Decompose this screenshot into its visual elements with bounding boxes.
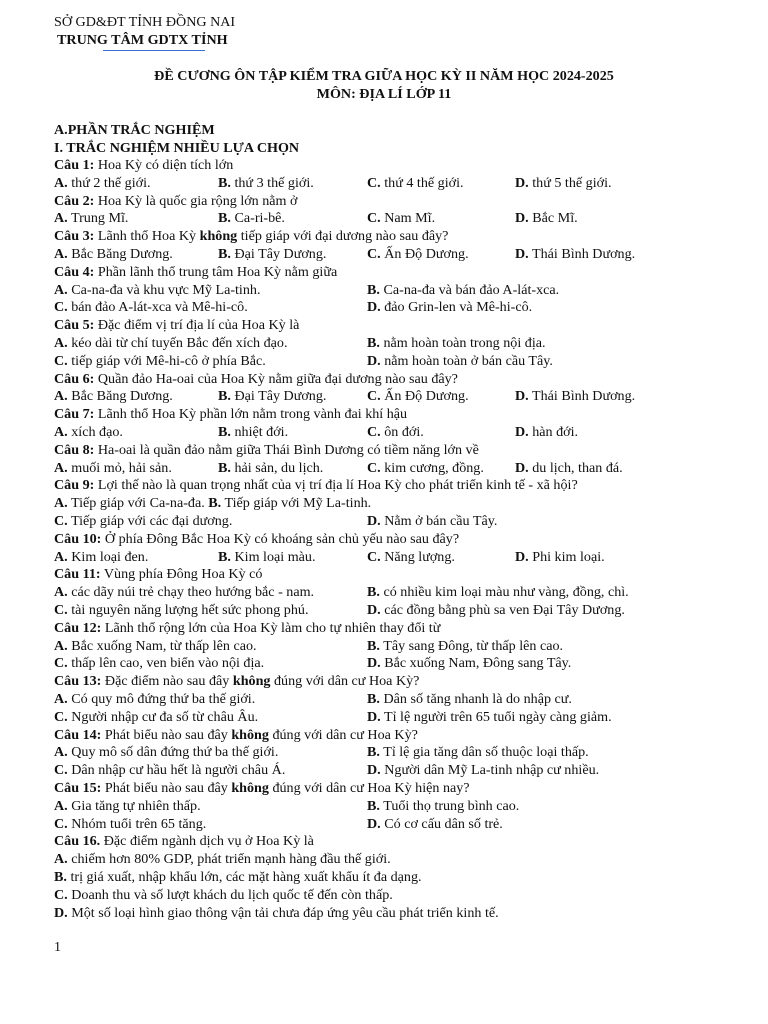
options-row <box>54 761 748 779</box>
question-text: Phát biểu nào sau đây <box>101 780 232 796</box>
answer-option-c <box>54 298 248 316</box>
option-text: nhiệt đới. <box>234 424 289 440</box>
options-row <box>54 245 748 263</box>
question-stem <box>54 530 748 548</box>
option-letter: D. <box>515 388 529 404</box>
option-text: các đồng bằng phù sa ven Đại Tây Dương. <box>384 602 625 618</box>
answer-option-a <box>54 851 391 867</box>
question-label: Câu 3: <box>54 228 95 244</box>
header-underline <box>103 50 205 51</box>
option-letter: B. <box>218 549 231 565</box>
option-text: Người nhập cư đa số từ châu Âu. <box>71 709 259 725</box>
option-letter: C. <box>367 246 381 262</box>
options-row <box>54 387 748 405</box>
part-1-heading: I. TRẮC NGHIỆM NHIỀU LỰA CHỌN <box>54 140 300 156</box>
question-stem <box>54 565 748 583</box>
answer-option-a <box>54 245 173 263</box>
option-letter: C. <box>54 299 68 315</box>
answer-option-d <box>367 654 571 672</box>
question-label: Câu 6: <box>54 371 95 387</box>
question-label: Câu 2: <box>54 193 95 209</box>
option-letter: B. <box>367 584 380 600</box>
option-letter: B. <box>218 460 231 476</box>
option-letter: A. <box>54 388 68 404</box>
option-text: Tiếp giáp với các đại dương. <box>70 513 233 529</box>
answer-option-a <box>54 174 151 192</box>
question-label: Câu 15: <box>54 780 102 796</box>
question-stem <box>54 779 748 797</box>
option-text: Dân số tăng nhanh là do nhập cư. <box>383 691 572 707</box>
answer-option-b <box>218 209 285 227</box>
answer-option-a <box>54 281 260 299</box>
question-text: Quần đảo Ha-oai của Hoa Kỳ nằm giữa đại dương nào sau đây? <box>94 371 458 387</box>
option-letter: D. <box>515 210 529 226</box>
question-text: Ha-oai là quần đảo nằm giữa Thái Bình Dương có tiềm năng lớn về <box>94 442 479 458</box>
option-text: Một số loại hình giao thông vận tải chưa đáp ứng yêu cầu phát triển kinh tế. <box>67 905 499 921</box>
question-label: Câu 8: <box>54 442 95 458</box>
part-a-heading: A.PHẦN TRẮC NGHIỆM <box>54 122 215 138</box>
answer-option-d <box>367 512 497 530</box>
answer-option-d <box>515 174 612 192</box>
option-text: Nhóm tuổi trên 65 tăng. <box>71 816 207 832</box>
question-label: Câu 1: <box>54 157 95 173</box>
answer-option-d <box>515 548 605 566</box>
option-letter: C. <box>54 655 68 671</box>
option-letter: A. <box>54 584 68 600</box>
question-emphasis: không <box>231 727 269 743</box>
option-letter: B. <box>367 282 380 298</box>
option-letter: A. <box>54 282 68 298</box>
options-row <box>54 459 748 477</box>
answer-option-c <box>54 512 232 530</box>
option-letter: D. <box>367 816 381 832</box>
answer-option-c <box>367 387 469 405</box>
question-label: Câu 12: <box>54 620 102 636</box>
option-text: ôn đới. <box>384 424 424 440</box>
answer-option-d <box>367 601 625 619</box>
option-text: Tỉ lệ người trên 65 tuổi ngày càng giảm. <box>383 709 612 725</box>
option-letter: D. <box>367 709 381 725</box>
options-row <box>54 512 748 530</box>
options-row <box>54 904 748 922</box>
option-letter: B. <box>208 495 222 511</box>
option-text: Dân nhập cư hầu hết là người châu Á. <box>71 762 286 778</box>
question-emphasis: không <box>232 673 271 689</box>
question-label: Câu 13: <box>54 673 102 689</box>
option-letter: B. <box>54 869 67 885</box>
question-stem <box>54 316 748 334</box>
answer-option-c <box>54 601 308 619</box>
option-letter: C. <box>367 175 381 191</box>
question-stem <box>54 263 748 281</box>
department-name: SỞ GD&ĐT TỈNH ĐỒNG NAI <box>54 14 236 30</box>
question-text: Lãnh thổ Hoa Kỳ <box>94 228 200 244</box>
question-text: Hoa Kỳ là quốc gia rộng lớn nằm ở <box>94 193 298 209</box>
answer-option-c <box>367 209 435 227</box>
question-stem <box>54 832 748 850</box>
option-text: thấp lên cao, ven biển vào nội địa. <box>71 655 265 671</box>
question-text: Ở phía Đông Bắc Hoa Kỳ có khoáng sản chủ yếu nào sau đây? <box>101 531 460 547</box>
answer-option-b <box>218 459 323 477</box>
option-text: đảo Grin-len và Mê-hi-cô. <box>384 299 533 315</box>
option-text: Bắc Băng Dương. <box>71 388 173 404</box>
option-text: Tỉ lệ gia tăng dân số thuộc loại thấp. <box>383 744 589 760</box>
option-text: hải sản, du lịch. <box>234 460 324 476</box>
options-row <box>54 815 748 833</box>
option-letter: C. <box>367 460 381 476</box>
option-text: chiếm hơn 80% GDP, phát triển mạnh hàng đầu thế giới. <box>67 851 391 867</box>
question-text: tiếp giáp với đại dương nào sau đây? <box>237 228 449 244</box>
question-stem <box>54 672 748 690</box>
option-text: Kim loại màu. <box>234 549 316 565</box>
option-letter: B. <box>218 388 231 404</box>
answer-option-b <box>367 281 559 299</box>
option-text: Gia tăng tự nhiên thấp. <box>71 798 201 814</box>
answer-option-b <box>54 869 422 885</box>
option-text: nằm hoàn toàn ở bán cầu Tây. <box>384 353 553 369</box>
option-text: Có cơ cấu dân số trẻ. <box>384 816 503 832</box>
option-text: kim cương, đồng. <box>384 460 484 476</box>
option-letter: D. <box>367 299 381 315</box>
option-text: Bắc Mĩ. <box>532 210 578 226</box>
option-text: Bắc Băng Dương. <box>71 246 173 262</box>
answer-option-a <box>54 387 173 405</box>
option-text: Quy mô số dân đứng thứ ba thế giới. <box>71 744 279 760</box>
option-letter: C. <box>54 709 68 725</box>
option-letter: C. <box>54 353 68 369</box>
answer-option-b <box>218 548 316 566</box>
answer-option-b <box>367 637 563 655</box>
question-stem <box>54 476 748 494</box>
option-letter: B. <box>218 210 231 226</box>
option-letter: B. <box>218 424 231 440</box>
answer-option-b <box>367 743 589 761</box>
option-letter: A. <box>54 851 68 867</box>
option-text: Bắc xuống Nam, từ thấp lên cao. <box>71 638 257 654</box>
option-letter: B. <box>367 691 380 707</box>
answer-option-c <box>367 245 469 263</box>
option-text: Người dân Mỹ La-tinh nhập cư nhiều. <box>384 762 600 778</box>
answer-option-c <box>54 654 264 672</box>
option-letter: B. <box>367 744 380 760</box>
question-stem <box>54 441 748 459</box>
answer-option-d <box>367 815 503 833</box>
options-row <box>54 352 748 370</box>
option-letter: B. <box>367 798 380 814</box>
options-row <box>54 423 748 441</box>
answer-option-b <box>218 174 314 192</box>
answer-option-d <box>367 352 553 370</box>
answer-option-a <box>54 334 287 352</box>
option-text: tiếp giáp với Mê-hi-cô ở phía Bắc. <box>71 353 266 369</box>
options-row <box>54 868 748 886</box>
options-row <box>54 298 748 316</box>
option-text: Ấn Độ Dương. <box>384 246 469 262</box>
answer-option-d <box>54 905 499 921</box>
options-row <box>54 334 748 352</box>
option-text: du lịch, than đá. <box>532 460 623 476</box>
answer-option-d <box>515 459 623 477</box>
option-text: thứ 2 thế giới. <box>71 175 151 191</box>
answer-option-b <box>367 797 519 815</box>
option-letter: C. <box>54 602 68 618</box>
answer-option-a <box>54 690 255 708</box>
question-label: Câu 4: <box>54 264 95 280</box>
question-text: Đặc điểm nào sau đây <box>101 673 233 689</box>
question-label: Câu 14: <box>54 727 102 743</box>
page-number: 1 <box>54 939 62 955</box>
question-label: Câu 16. <box>54 833 101 849</box>
answer-option-b <box>218 423 288 441</box>
option-letter: A. <box>54 424 68 440</box>
options-row <box>54 601 748 619</box>
options-row <box>54 850 748 868</box>
option-letter: D. <box>367 762 381 778</box>
option-letter: A. <box>54 744 68 760</box>
question-text: Lãnh thổ Hoa Kỳ phần lớn nằm trong vành đai khí hậu <box>94 406 408 422</box>
answer-option-a <box>54 423 123 441</box>
options-row <box>54 548 748 566</box>
answer-option-a <box>54 548 148 566</box>
option-letter: D. <box>54 905 68 921</box>
option-letter: B. <box>367 638 380 654</box>
option-text: Tiếp giáp với Ca-na-đa. <box>70 495 205 511</box>
question-label: Câu 11: <box>54 566 101 582</box>
option-text: Đại Tây Dương. <box>234 388 327 404</box>
options-row <box>54 637 748 655</box>
option-text: Ca-ri-bê. <box>234 210 285 226</box>
option-text: bán đảo A-lát-xca và Mê-hi-cô. <box>71 299 248 315</box>
question-stem <box>54 370 748 388</box>
question-stem <box>54 726 748 744</box>
option-letter: A. <box>54 246 68 262</box>
option-letter: D. <box>515 460 529 476</box>
question-text: đúng với dân cư Hoa Kỳ hiện nay? <box>268 780 470 796</box>
answer-option-c <box>54 352 266 370</box>
option-letter: D. <box>367 353 381 369</box>
option-letter: C. <box>367 388 381 404</box>
options-row <box>54 797 748 815</box>
options-row <box>54 281 748 299</box>
answer-option-b <box>367 690 572 708</box>
question-text: Vùng phía Đông Hoa Kỳ có <box>100 566 263 582</box>
answer-option-d <box>515 423 578 441</box>
option-letter: B. <box>218 246 231 262</box>
option-letter: A. <box>54 210 68 226</box>
answer-option-c <box>54 708 258 726</box>
question-stem <box>54 619 748 637</box>
answer-option-c <box>367 459 484 477</box>
option-text: Thái Bình Dương. <box>531 388 636 404</box>
subject-title: MÔN: ĐỊA LÍ LỚP 11 <box>316 86 452 102</box>
question-stem <box>54 227 748 245</box>
option-text: Trung Mĩ. <box>70 210 129 226</box>
option-text: Tây sang Đông, từ thấp lên cao. <box>383 638 564 654</box>
option-text: Tuổi thọ trung bình cao. <box>383 798 520 814</box>
question-emphasis: không <box>199 228 238 244</box>
option-letter: C. <box>54 816 68 832</box>
option-letter: C. <box>54 762 68 778</box>
question-text: Phát biểu nào sau đây <box>101 727 232 743</box>
option-text: Thái Bình Dương. <box>531 246 636 262</box>
answer-option-c <box>54 761 285 779</box>
question-label: Câu 10: <box>54 531 102 547</box>
answer-option-a <box>54 583 314 601</box>
answer-options-ab <box>54 494 371 512</box>
option-text: thứ 5 thế giới. <box>532 175 612 191</box>
option-text: thứ 3 thế giới. <box>234 175 314 191</box>
question-label: Câu 9: <box>54 477 95 493</box>
option-text: Đại Tây Dương. <box>234 246 327 262</box>
option-letter: C. <box>367 549 381 565</box>
option-text: nằm hoàn toàn trong nội địa. <box>383 335 546 351</box>
option-letter: A. <box>54 335 68 351</box>
option-text: thứ 4 thế giới. <box>384 175 464 191</box>
option-letter: A. <box>54 638 68 654</box>
option-text: Năng lượng. <box>384 549 455 565</box>
option-letter: A. <box>54 495 68 511</box>
options-row <box>54 708 748 726</box>
options-row <box>54 654 748 672</box>
answer-option-c <box>367 174 464 192</box>
option-text: Bắc xuống Nam, Đông sang Tây. <box>384 655 572 671</box>
answer-option-a <box>54 459 172 477</box>
answer-option-b <box>218 245 326 263</box>
answer-option-c <box>367 423 424 441</box>
question-text: đúng với dân cư Hoa Kỳ? <box>270 673 420 689</box>
option-letter: A. <box>54 175 68 191</box>
options-row <box>54 690 748 708</box>
question-emphasis: không <box>231 780 269 796</box>
option-text: Có quy mô đứng thứ ba thế giới. <box>71 691 256 707</box>
question-stem <box>54 156 748 174</box>
question-text: đúng với dân cư Hoa Kỳ? <box>268 727 418 743</box>
answer-option-d <box>367 298 532 316</box>
option-letter: D. <box>367 602 381 618</box>
option-letter: D. <box>515 424 529 440</box>
answer-option-b <box>367 334 546 352</box>
option-letter: D. <box>367 513 381 529</box>
option-letter: C. <box>54 513 68 529</box>
question-label: Câu 5: <box>54 317 95 333</box>
option-text: Ấn Độ Dương. <box>384 388 469 404</box>
option-letter: D. <box>367 655 381 671</box>
answer-option-b <box>218 387 326 405</box>
option-text: hàn đới. <box>532 424 579 440</box>
options-row <box>54 743 748 761</box>
answer-option-c <box>367 548 455 566</box>
answer-option-d <box>515 387 635 405</box>
question-text: Lợi thế nào là quan trọng nhất của vị trí địa lí Hoa Kỳ cho phát triển kinh tế - xã hội? <box>94 477 578 493</box>
option-text: muối mỏ, hải sản. <box>71 460 172 476</box>
option-text: Doanh thu và số lượt khách du lịch quốc tế đến còn thấp. <box>67 887 393 903</box>
document-title: ĐỀ CƯƠNG ÔN TẬP KIỂM TRA GIỮA HỌC KỲ II NĂM HỌC 2024-2025 <box>154 68 614 84</box>
question-text: Lãnh thổ rộng lớn của Hoa Kỳ làm cho tự nhiên thay đổi từ <box>101 620 441 636</box>
option-letter: C. <box>367 210 381 226</box>
question-text: Hoa Kỳ có diện tích lớn <box>94 157 234 173</box>
question-text: Phần lãnh thổ trung tâm Hoa Kỳ nằm giữa <box>94 264 338 280</box>
school-name: TRUNG TÂM GDTX TỈNH <box>57 32 228 48</box>
answer-option-c <box>54 887 393 903</box>
answer-option-d <box>515 209 578 227</box>
option-text: xích đạo. <box>71 424 123 440</box>
option-letter: C. <box>54 887 68 903</box>
option-letter: A. <box>54 460 68 476</box>
option-letter: A. <box>54 691 68 707</box>
option-letter: A. <box>54 549 68 565</box>
options-row <box>54 494 748 512</box>
answer-option-a <box>54 209 128 227</box>
answer-option-a <box>54 637 257 655</box>
option-text: Tiếp giáp với Mỹ La-tinh. <box>224 495 372 511</box>
option-text: tài nguyên năng lượng hết sức phong phú. <box>71 602 309 618</box>
option-text: kéo dài từ chí tuyến Bắc đến xích đạo. <box>71 335 288 351</box>
answer-option-a <box>54 797 201 815</box>
answer-option-d <box>367 761 599 779</box>
options-row <box>54 583 748 601</box>
answer-option-a <box>54 743 278 761</box>
answer-option-d <box>367 708 612 726</box>
option-letter: C. <box>367 424 381 440</box>
option-text: Phi kim loại. <box>532 549 605 565</box>
option-letter: B. <box>367 335 380 351</box>
option-text: trị giá xuất, nhập khẩu lớn, các mặt hàng xuất khẩu ít đa dạng. <box>66 869 422 885</box>
option-text: các dãy núi trẻ chạy theo hướng bắc - nam. <box>71 584 315 600</box>
option-letter: D. <box>515 549 529 565</box>
question-stem <box>54 192 748 210</box>
options-row <box>54 209 748 227</box>
option-letter: D. <box>515 175 529 191</box>
option-text: Kim loại đen. <box>71 549 149 565</box>
option-text: Nam Mĩ. <box>384 210 436 226</box>
option-text: Nằm ở bán cầu Tây. <box>384 513 498 529</box>
option-letter: A. <box>54 798 68 814</box>
options-row <box>54 174 748 192</box>
option-text: Ca-na-đa và khu vực Mỹ La-tinh. <box>71 282 261 298</box>
question-text: Đặc điểm ngành dịch vụ ở Hoa Kỳ là <box>100 833 314 849</box>
question-stem <box>54 405 748 423</box>
answer-option-c <box>54 815 206 833</box>
answer-option-b <box>367 583 629 601</box>
option-letter: D. <box>515 246 529 262</box>
option-letter: B. <box>218 175 231 191</box>
option-text: có nhiều kim loại màu như vàng, đồng, chì. <box>383 584 629 600</box>
question-label: Câu 7: <box>54 406 95 422</box>
option-text: Ca-na-đa và bán đảo A-lát-xca. <box>383 282 560 298</box>
answer-option-d <box>515 245 635 263</box>
options-row <box>54 886 748 904</box>
question-text: Đặc điểm vị trí địa lí của Hoa Kỳ là <box>94 317 300 333</box>
